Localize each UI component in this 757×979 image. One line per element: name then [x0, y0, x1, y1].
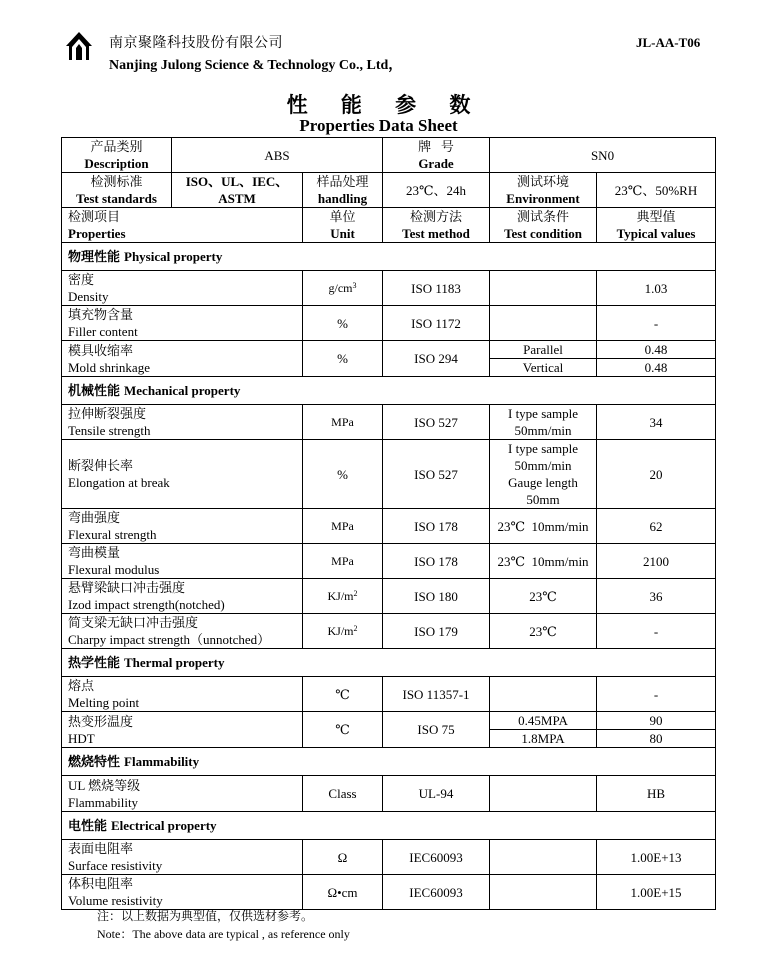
surface-name-cn: 表面电阻率	[68, 841, 134, 856]
environment-label-en: Environment	[506, 191, 580, 206]
ul94-name	[62, 776, 303, 812]
col-values-en: Typical values	[616, 226, 696, 241]
elongation-name	[62, 440, 303, 509]
properties-table	[61, 137, 716, 910]
info-row-description	[62, 138, 716, 173]
shrinkage-name-en: Mold shrinkage	[68, 359, 150, 375]
section-thermal-heading	[62, 649, 716, 677]
row-volume-resistivity	[62, 875, 716, 910]
volume-value: 1.00E+15	[597, 875, 716, 910]
surface-name-en: Surface resistivity	[68, 858, 163, 873]
handling-header	[303, 173, 383, 208]
density-name	[62, 271, 303, 306]
flex-strength-condition: 23℃ 10mm/min	[490, 509, 597, 544]
col-properties-en: Properties	[68, 226, 126, 241]
row-flex-modulus	[62, 544, 716, 579]
elongation-name-en: Elongation at break	[68, 475, 170, 490]
environment-label-cn: 测试环境	[517, 174, 570, 189]
description-header	[62, 138, 172, 173]
density-unit-text: g/cm	[328, 280, 353, 295]
section-electrical	[62, 812, 716, 840]
surface-condition	[490, 840, 597, 875]
handling-label-cn: 样品处理	[316, 174, 369, 189]
izod-name-en: Izod impact strength(notched)	[68, 597, 225, 612]
shrinkage-method: ISO 294	[383, 341, 490, 377]
section-physical-en: Physical property	[124, 249, 223, 264]
charpy-value: -	[597, 614, 716, 649]
flex-modulus-method: ISO 178	[383, 544, 490, 579]
description-value: ABS	[172, 138, 383, 173]
grade-header	[383, 138, 490, 173]
izod-method: ISO 180	[383, 579, 490, 614]
section-flammability-cn: 燃烧特性	[68, 754, 121, 769]
description-label-en: Description	[84, 156, 149, 171]
surface-value: 1.00E+13	[597, 840, 716, 875]
elongation-value: 20	[597, 440, 716, 509]
flex-strength-method: ISO 178	[383, 509, 490, 544]
melting-name-en: Melting point	[68, 695, 140, 710]
flex-strength-name	[62, 509, 303, 544]
izod-unit	[303, 579, 383, 614]
density-unit	[303, 271, 383, 306]
filler-name-en: Filler content	[68, 324, 138, 339]
flex-modulus-value: 2100	[597, 544, 716, 579]
section-physical-heading	[62, 243, 716, 271]
document-code: JL-AA-T06	[636, 35, 701, 50]
density-unit-sup: 3	[352, 280, 357, 290]
section-mechanical	[62, 377, 716, 405]
melting-name	[62, 677, 303, 712]
flex-modulus-condition: 23℃ 10mm/min	[490, 544, 597, 579]
company-name-en: Nanjing Julong Science & Technology Co., Ltd，	[109, 58, 403, 73]
density-name-en: Density	[68, 289, 109, 304]
row-ul94	[62, 776, 716, 812]
filler-unit: %	[303, 306, 383, 341]
section-flammability	[62, 748, 716, 776]
filler-method: ISO 1172	[383, 306, 490, 341]
surface-name	[62, 840, 303, 875]
col-values-cn: 典型值	[636, 209, 676, 224]
elongation-cond-line3: Gauge length 50mm	[508, 475, 578, 507]
tensile-cond-line1: I type sample	[507, 406, 579, 421]
elongation-cond-line1: I type sample	[507, 441, 579, 456]
tensile-condition	[490, 405, 597, 440]
flex-modulus-name-en: Flexural modulus	[68, 562, 160, 577]
elongation-unit: %	[303, 440, 383, 509]
col-method	[383, 208, 490, 243]
section-thermal-en: Thermal property	[124, 655, 225, 670]
row-flex-strength	[62, 509, 716, 544]
page-title-en: Properties Data Sheet	[299, 116, 458, 135]
ul94-condition	[490, 776, 597, 812]
filler-name-cn: 填充物含量	[68, 307, 134, 322]
section-electrical-en: Electrical property	[111, 818, 217, 833]
tensile-name-cn: 拉伸断裂强度	[68, 406, 147, 421]
section-electrical-heading	[62, 812, 716, 840]
charpy-condition: 23℃	[490, 614, 597, 649]
company-name-cn: 南京聚隆科技股份有限公司	[109, 36, 283, 51]
col-values	[597, 208, 716, 243]
melting-method: ISO 11357-1	[383, 677, 490, 712]
flex-strength-name-cn: 弯曲强度	[68, 510, 121, 525]
charpy-method: ISO 179	[383, 614, 490, 649]
volume-name-en: Volume resistivity	[68, 893, 163, 908]
section-physical-cn: 物理性能	[68, 249, 121, 264]
charpy-unit-text: KJ/m	[327, 623, 354, 638]
tensile-cond-line2: 50mm/min	[514, 423, 572, 438]
section-electrical-cn: 电性能	[68, 818, 108, 833]
flex-strength-unit: MPa	[303, 509, 383, 544]
charpy-unit-sup: 2	[353, 623, 358, 633]
izod-name-cn: 悬臂梁缺口冲击强度	[68, 580, 186, 595]
tensile-method: ISO 527	[383, 405, 490, 440]
note-en: Note：The above data are typical , as reference only	[97, 927, 350, 941]
row-melting	[62, 677, 716, 712]
shrinkage-name-cn: 模具收缩率	[68, 342, 134, 358]
section-thermal	[62, 649, 716, 677]
density-name-cn: 密度	[68, 272, 95, 287]
melting-name-cn: 熔点	[68, 678, 95, 693]
filler-value: -	[597, 306, 716, 341]
section-flammability-en: Flammability	[124, 754, 200, 769]
ul94-method: UL-94	[383, 776, 490, 812]
izod-value: 36	[597, 579, 716, 614]
flex-strength-value: 62	[597, 509, 716, 544]
row-charpy	[62, 614, 716, 649]
col-method-en: Test method	[402, 226, 470, 241]
handling-label-en: handling	[317, 191, 368, 206]
hdt-name-cn: 热变形温度	[68, 713, 134, 729]
description-label-cn: 产品类别	[90, 139, 143, 154]
ul94-unit: Class	[303, 776, 383, 812]
shrinkage-unit: %	[303, 341, 383, 377]
column-header-row	[62, 208, 716, 243]
hdt-cond-high: 1.8MPA	[521, 731, 565, 746]
hdt-unit: ℃	[303, 712, 383, 748]
section-mechanical-cn: 机械性能	[68, 383, 121, 398]
row-elongation	[62, 440, 716, 509]
row-filler	[62, 306, 716, 341]
shrinkage-name	[62, 341, 303, 377]
charpy-name-cn: 简支梁无缺口冲击强度	[68, 615, 199, 630]
col-properties	[62, 208, 303, 243]
shrinkage-cond-parallel: Parallel	[490, 341, 596, 359]
section-mechanical-heading	[62, 377, 716, 405]
elongation-name-cn: 断裂伸长率	[68, 458, 134, 473]
col-unit-en: Unit	[330, 226, 355, 241]
section-thermal-cn: 热学性能	[68, 655, 121, 670]
hdt-method: ISO 75	[383, 712, 490, 748]
tensile-value: 34	[597, 405, 716, 440]
hdt-cond-low: 0.45MPA	[490, 712, 596, 730]
col-condition-en: Test condition	[504, 226, 582, 241]
environment-header	[490, 173, 597, 208]
grade-value: SN0	[490, 138, 716, 173]
grade-label-en: Grade	[418, 156, 454, 171]
density-method: ISO 1183	[383, 271, 490, 306]
tensile-unit: MPa	[303, 405, 383, 440]
volume-condition	[490, 875, 597, 910]
shrinkage-value	[597, 341, 716, 377]
standards-label-en: Test standards	[76, 191, 157, 206]
handling-value: 23℃、24h	[383, 173, 490, 208]
standards-label-cn: 检测标准	[90, 174, 143, 189]
grade-label-cn: 牌 号	[418, 139, 454, 154]
density-condition	[490, 271, 597, 306]
row-density	[62, 271, 716, 306]
izod-name	[62, 579, 303, 614]
col-unit-cn: 单位	[329, 209, 356, 224]
row-surface-resistivity	[62, 840, 716, 875]
shrinkage-value-vertical: 0.48	[644, 360, 668, 375]
environment-value: 23℃、50%RH	[597, 173, 716, 208]
filler-name	[62, 306, 303, 341]
shrinkage-value-parallel: 0.48	[597, 341, 715, 359]
filler-condition	[490, 306, 597, 341]
izod-unit-text: KJ/m	[327, 588, 354, 603]
row-hdt	[62, 712, 716, 748]
charpy-unit	[303, 614, 383, 649]
charpy-name-en: Charpy impact strength（unnotched）	[68, 632, 271, 647]
shrinkage-condition	[490, 341, 597, 377]
hdt-name-en: HDT	[68, 730, 95, 746]
hdt-value-low: 90	[597, 712, 715, 730]
col-properties-cn: 检测项目	[68, 209, 121, 224]
density-value: 1.03	[597, 271, 716, 306]
hdt-condition	[490, 712, 597, 748]
izod-unit-sup: 2	[353, 588, 358, 598]
flex-modulus-unit: MPa	[303, 544, 383, 579]
volume-name-cn: 体积电阻率	[68, 876, 134, 891]
row-tensile	[62, 405, 716, 440]
col-condition	[490, 208, 597, 243]
ul94-name-en: Flammability	[68, 794, 139, 810]
tensile-name-en: Tensile strength	[68, 423, 151, 438]
flex-modulus-name	[62, 544, 303, 579]
standards-value: ISO、UL、IEC、ASTM	[172, 173, 303, 208]
col-method-cn: 检测方法	[410, 209, 463, 224]
row-shrinkage	[62, 341, 716, 377]
surface-unit: Ω	[303, 840, 383, 875]
elongation-method: ISO 527	[383, 440, 490, 509]
page-title-cn: 性 能 参 数	[286, 93, 485, 117]
ul94-name-cn: UL 燃烧等级	[68, 777, 141, 793]
surface-method: IEC60093	[383, 840, 490, 875]
izod-condition: 23℃	[490, 579, 597, 614]
col-condition-cn: 测试条件	[517, 209, 570, 224]
volume-method: IEC60093	[383, 875, 490, 910]
hdt-value	[597, 712, 716, 748]
section-flammability-heading	[62, 748, 716, 776]
hdt-name	[62, 712, 303, 748]
info-row-standards	[62, 173, 716, 208]
col-unit	[303, 208, 383, 243]
flex-strength-name-en: Flexural strength	[68, 527, 157, 542]
elongation-condition	[490, 440, 597, 509]
standards-header	[62, 173, 172, 208]
volume-name	[62, 875, 303, 910]
section-mechanical-en: Mechanical property	[124, 383, 241, 398]
volume-unit: Ω•cm	[303, 875, 383, 910]
flex-modulus-name-cn: 弯曲模量	[68, 545, 121, 560]
melting-unit: ℃	[303, 677, 383, 712]
hdt-value-high: 80	[649, 731, 663, 746]
shrinkage-cond-vertical: Vertical	[522, 360, 564, 375]
company-logo	[64, 30, 94, 62]
melting-condition	[490, 677, 597, 712]
row-izod	[62, 579, 716, 614]
melting-value: -	[597, 677, 716, 712]
note-cn: 注：以上数据为典型值，仅供选材参考。	[97, 909, 314, 923]
charpy-name	[62, 614, 303, 649]
section-physical	[62, 243, 716, 271]
ul94-value: HB	[597, 776, 716, 812]
tensile-name	[62, 405, 303, 440]
elongation-cond-line2: 50mm/min	[514, 458, 572, 473]
